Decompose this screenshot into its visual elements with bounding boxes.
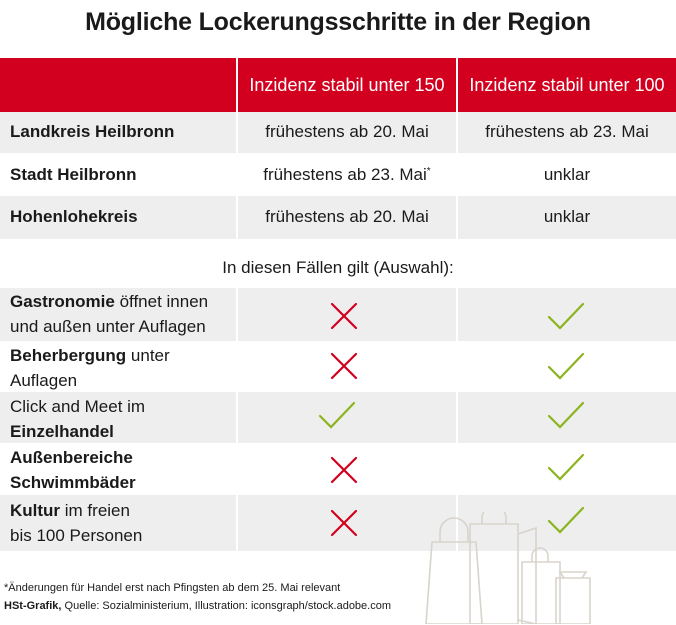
chart-title: Mögliche Lockerungsschritte in der Region xyxy=(85,8,591,36)
case-label-line2: Einzelhandel xyxy=(10,422,114,441)
source-credit: HSt-Grafik, Quelle: Sozialministerium, Illustration: iconsgraph/stock.adobe.com xyxy=(4,600,392,612)
cross-icon xyxy=(326,455,364,490)
check-icon xyxy=(547,351,585,386)
region-label: Stadt Heilbronn xyxy=(10,165,137,184)
header-incidence-150: Inzidenz stabil unter 150 xyxy=(249,75,445,95)
check-icon xyxy=(547,505,585,540)
check-icon xyxy=(547,452,585,487)
region-value-100: frühestens ab 23. Mai xyxy=(485,122,649,141)
column-divider xyxy=(236,112,238,239)
case-label-line2: Auflagen xyxy=(10,371,78,390)
check-icon xyxy=(318,400,356,435)
region-value-100: unklar xyxy=(543,165,591,184)
table-row xyxy=(0,153,676,196)
header-incidence-100: Inzidenz stabil unter 100 xyxy=(469,75,665,95)
header-divider xyxy=(236,58,238,112)
cross-icon xyxy=(326,301,364,336)
cases-subheading: In diesen Fällen gilt (Auswahl): xyxy=(222,258,454,277)
footnote: *Änderungen für Handel erst nach Pfingsten ab dem 25. Mai relevant xyxy=(4,582,341,594)
table-header xyxy=(0,58,676,112)
header-divider xyxy=(456,58,458,112)
region-value-150: frühestens ab 20. Mai xyxy=(265,207,429,226)
region-value-text: frühestens ab 23. Mai xyxy=(263,165,427,184)
case-label-line2: bis 100 Personen xyxy=(10,526,143,545)
column-divider xyxy=(236,288,238,551)
case-label: Beherbergung unter xyxy=(10,346,170,365)
case-label-line2: und außen unter Auflagen xyxy=(10,317,206,336)
region-label: Landkreis Heilbronn xyxy=(10,122,175,141)
region-value-150: frühestens ab 20. Mai xyxy=(265,122,429,141)
cross-icon xyxy=(326,351,364,386)
region-value-150 xyxy=(238,165,456,185)
case-label: Gastronomie öffnet innen xyxy=(10,292,209,311)
region-label: Hohenlohekreis xyxy=(10,207,138,226)
footnote-marker: * xyxy=(426,166,431,177)
check-icon xyxy=(547,400,585,435)
case-label: Kultur im freien xyxy=(10,501,130,520)
check-icon xyxy=(547,301,585,336)
table-row xyxy=(0,196,676,239)
case-label-line2: Schwimmbäder xyxy=(10,473,136,492)
table-row xyxy=(0,112,676,153)
column-divider xyxy=(456,112,458,239)
case-label: Außenbereiche xyxy=(10,448,133,467)
case-label: Click and Meet im xyxy=(10,397,146,416)
region-value-100: unklar xyxy=(543,207,591,226)
cross-icon xyxy=(326,508,364,543)
